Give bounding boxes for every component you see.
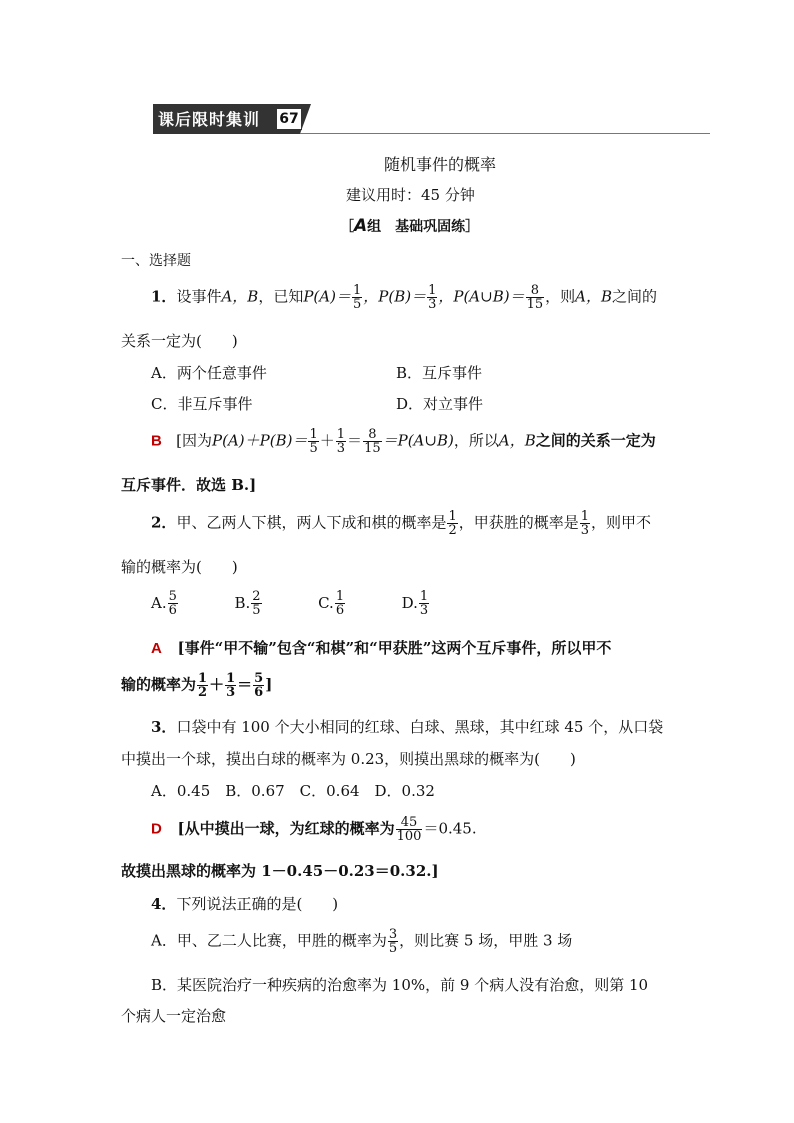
q1-option-b: B．互斥事件	[396, 364, 483, 382]
q2-frac-1: $\frac{1}{2}$	[448, 509, 457, 538]
q2-exp-frac-3: $\frac{5}{6}$	[254, 671, 264, 700]
q1-answer: B	[151, 432, 162, 450]
q3-line2: 中摸出一个球，摸出白球的概率为 0.23，则摸出黑球的概率为( )	[121, 750, 576, 768]
q3-exp-text: [从中摸出一球，为红球的概率为	[177, 819, 395, 838]
q4-line1	[151, 893, 338, 914]
group-bracket-close: ］	[465, 219, 480, 235]
q3-exp-value: ＝0.45.	[423, 819, 477, 838]
header-label: 课后限时集训	[158, 110, 261, 129]
q1-number: 1．	[151, 287, 177, 306]
q1-pu: ，P(A∪B)＝	[438, 287, 525, 306]
page-title: 随机事件的概率	[384, 155, 497, 174]
q4-a-text: ，则比赛 5 场，甲胜 3 场	[399, 931, 573, 950]
q1-pa: P(A)＝	[303, 287, 351, 306]
q2-exp-frac-2: $\frac{1}{3}$	[226, 671, 236, 700]
q2-exp-text: [事件“甲不输”包含“和棋”和“甲获胜”这两个互斥事件，所以甲不	[177, 639, 612, 657]
q1-text: 之间的	[612, 287, 658, 306]
q2-line1	[151, 510, 651, 537]
q4-text: 下列说法正确的是( )	[176, 895, 339, 913]
q1-vars: A，B	[575, 287, 613, 306]
q4-number: 4．	[151, 895, 177, 913]
q4-a-text: A．甲、乙二人比赛，甲胜的概率为	[151, 931, 387, 950]
group-bracket-open: ［	[340, 219, 354, 235]
q2-line2: 输的概率为( )	[121, 558, 238, 576]
q2-option-c: C. $\frac{1}{6}$	[318, 589, 345, 618]
q3-options: A．0.45 B．0.67 C．0.64 D．0.32	[151, 782, 435, 800]
q1-frac-2: $\frac{1}{3}$	[428, 283, 437, 312]
q2-options	[151, 590, 430, 617]
q1-exp-vars: A，B	[498, 431, 536, 450]
q1-frac-3: $\frac{8}{15}$	[526, 283, 544, 312]
q1-option-a: A．两个任意事件	[151, 364, 267, 382]
q3-answer: D	[151, 820, 162, 838]
q2-option-d: D. $\frac{1}{3}$	[401, 589, 429, 618]
q1-explanation-line1	[151, 428, 656, 455]
suggested-time: 建议用时：45 分钟	[346, 186, 475, 204]
q1-exp-text: [因为	[176, 431, 213, 450]
q1-pb: ，P(B)＝	[363, 287, 427, 306]
q1-explanation-line2: 互斥事件．故选 B.]	[121, 476, 257, 494]
q1-exp-text: 之间的关系一定为	[535, 431, 656, 450]
q4-option-b-line2: 个病人一定治愈	[121, 1007, 227, 1025]
q2-number: 2．	[151, 513, 177, 532]
q3-explanation-line2: 故摸出黑球的概率为 1－0.45－0.23＝0.32.]	[121, 862, 439, 880]
q2-frac-2: $\frac{1}{3}$	[580, 509, 590, 538]
q1-exp-frac-3: $\frac{8}{15}$	[364, 427, 381, 456]
q3-explanation-line1	[151, 816, 477, 843]
q1-exp-expr: P(A)＋P(B)＝	[212, 431, 308, 450]
q1-exp-frac-1: $\frac{1}{5}$	[309, 427, 318, 456]
q2-answer: A	[151, 640, 162, 657]
q4-a-frac: $\frac{3}{5}$	[388, 927, 398, 956]
group-letter: A	[354, 216, 368, 236]
header-rule	[300, 133, 710, 134]
q1-exp-text: ，所以	[453, 431, 499, 450]
q1-text: ，则	[545, 287, 576, 306]
q2-exp-text: 输的概率为	[121, 675, 197, 694]
group-text: 组 基础巩固练	[367, 219, 466, 235]
q2-exp-plus: ＋	[209, 675, 225, 694]
q3-text: 口袋中有 100 个大小相同的红球、白球、黑球，其中红球 45 个，从口袋	[176, 718, 664, 736]
q1-vars: A，B	[221, 287, 259, 306]
q2-explanation-line1	[151, 637, 611, 658]
q3-line1	[151, 716, 663, 737]
q1-text: ，已知	[258, 287, 304, 306]
q2-option-a: A. $\frac{5}{6}$	[151, 589, 177, 618]
q1-line1	[151, 284, 657, 311]
q1-option-d: D．对立事件	[396, 395, 484, 413]
q1-line2: 关系一定为( )	[121, 332, 238, 350]
q2-exp-eq: ＝	[237, 675, 253, 694]
q1-exp-plus: ＋	[319, 431, 335, 450]
q1-option-c: C．非互斥事件	[151, 395, 253, 413]
q3-number: 3．	[151, 718, 177, 736]
group-label	[340, 216, 479, 236]
q1-exp-frac-2: $\frac{1}{3}$	[336, 427, 346, 456]
q1-text: 设事件	[176, 287, 222, 306]
q2-text: ，则甲不	[591, 513, 652, 532]
q2-text: 甲、乙两人下棋，两人下成和棋的概率是	[176, 513, 447, 532]
header-number-badge: 67	[276, 108, 302, 130]
q1-exp-eq: ＝	[347, 431, 363, 450]
section-heading: 一、选择题	[121, 253, 191, 269]
q4-option-a	[151, 928, 572, 955]
q3-exp-frac: $\frac{45}{100}$	[396, 815, 422, 844]
q2-exp-frac-1: $\frac{1}{2}$	[198, 671, 208, 700]
q4-option-b-line1: B．某医院治疗一种疾病的治愈率为 10%，前 9 个病人没有治愈，则第 10	[151, 976, 649, 994]
q2-option-b: B. $\frac{2}{5}$	[234, 589, 261, 618]
q2-text: ，甲获胜的概率是	[458, 513, 579, 532]
q1-frac-1: $\frac{1}{5}$	[352, 283, 362, 312]
q1-exp-eq2: ＝P(A∪B)	[382, 431, 454, 450]
q2-explanation-line2	[121, 672, 272, 699]
q2-exp-end: ]	[265, 675, 273, 694]
